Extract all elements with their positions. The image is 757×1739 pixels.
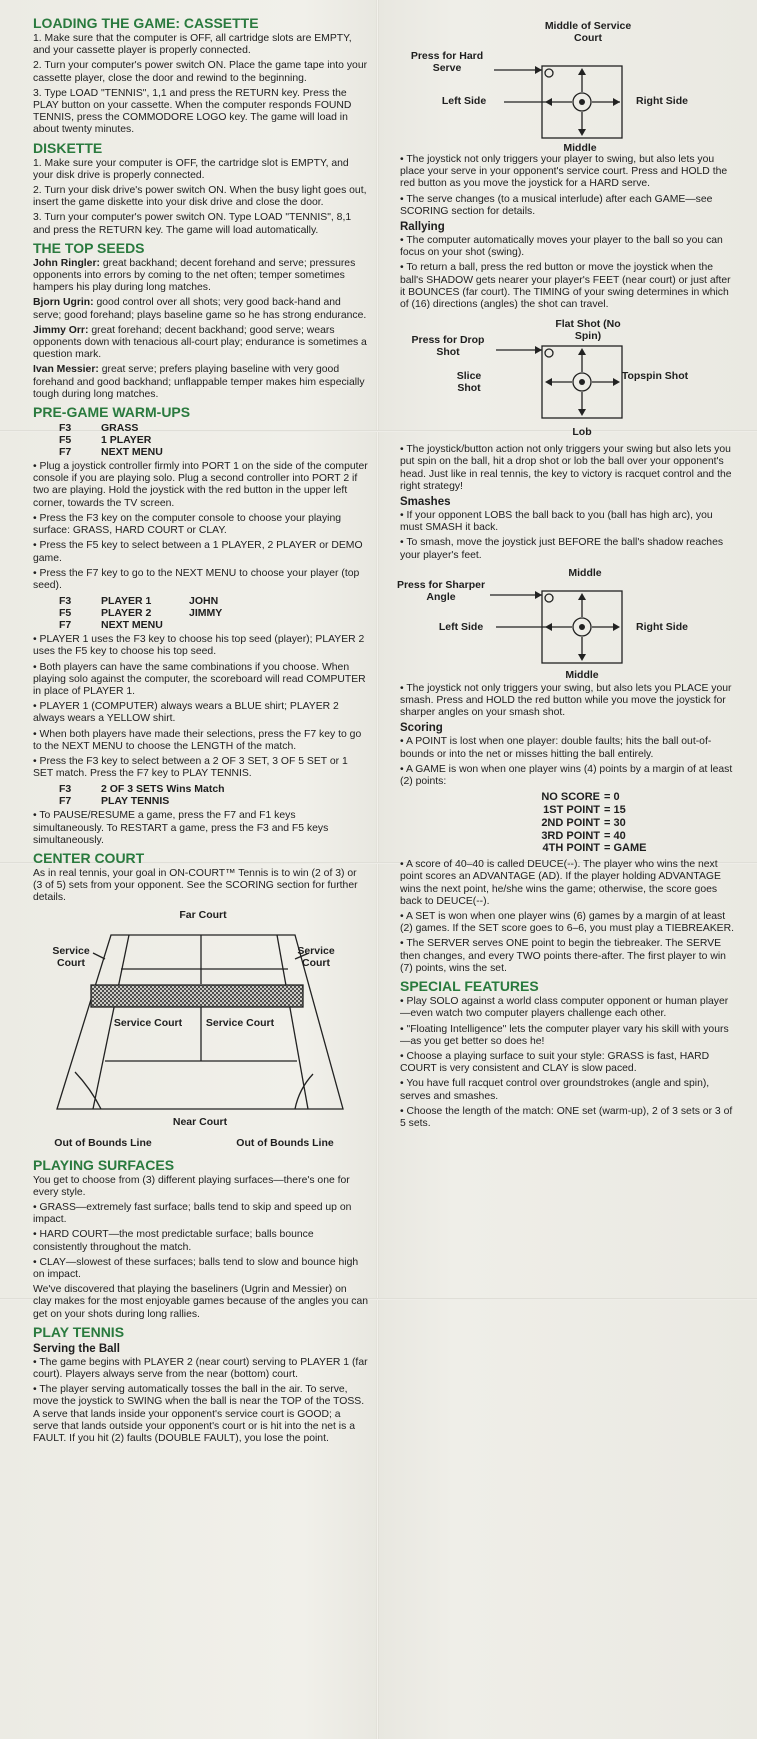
menu-3 [59,783,368,807]
surfaces-note: We've discovered that playing the baseliners (Ugrin and Messier) on clay makes for the most enjoyable games because of the angles you can get on your shots during long rallies. [33,1284,369,1320]
spin-left-label: Slice Shot [456,370,482,395]
score-name: 3RD POINT [541,829,600,842]
warmup-bullet: • PLAYER 1 uses the F3 key to choose his top seed (player); PLAYER 2 uses the F5 key to choose his top seed. [33,634,365,658]
right-column [396,12,738,1133]
spin-joystick-diagram [400,314,738,444]
score-row: 1ST POINT = 15 [504,804,738,817]
serve-bullet: • The joystick not only triggers your player to swing, but also lets you place your serve in your opponent's service court. Press and HOLD the red button as you move the joystick for a HARD serve. [400,154,728,190]
serve-left-label: Left Side [441,95,487,107]
warmup-bullet: • Press the F3 key on the computer console to choose your playing surface: GRASS, HARD COURT or CLAY. [33,512,342,537]
surface-clay: • CLAY—slowest of these surfaces; balls tend to slow and bounce high on impact. [33,1256,359,1280]
smash-bottom-label: Middle [565,668,599,681]
feature-bullet: • You have full racquet control over groundstrokes (angle and spin), serves and smashes. [400,1078,710,1102]
serve-joystick-diagram [400,12,738,154]
surfaces-heading: PLAYING SURFACES [33,1156,175,1173]
seed-bjorn [33,297,368,321]
warmup-bullet: • When both players have made their selections, press the F7 key to go to the NEXT MENU to choose the LENGTH of the match. [33,728,362,752]
score-value: 15 [613,804,626,817]
key-player: JIMMY [189,607,223,620]
rally-bullet: • To return a ball, press the red button or move the joystick when the ball's SHADOW gets nearer your player's FEET (near court) or just after it BOUNCES (far court). The TIMING of your swing determines in which of (16) directions (angles) the shot can travel. [400,262,731,311]
menu-2 [59,595,368,631]
warmup-bullet: • Press the F7 key to go to the NEXT MENU to choose your player (top seed). [33,567,360,591]
spin-top-label: Flat Shot (No Spin) [555,318,621,343]
menu-row [59,446,368,458]
score-name: NO SCORE [541,791,600,804]
key-player: JOHN [189,595,219,608]
key-label: F3 [59,783,72,796]
cassette-heading: LOADING THE GAME: CASSETTE [33,15,259,31]
key-label: F3 [59,595,72,608]
key-label: F7 [59,619,72,632]
oob-arrow-right [295,1074,313,1109]
service-court-label-bottom-right: Service Court [205,1016,275,1029]
scoring-bullet: • A POINT is lost when one player: double faults; hits the ball out-of-bounds or into the net or misses hitting the ball entirely. [400,736,712,760]
seed-name: Jimmy Orr: [33,324,89,336]
net [91,985,303,1007]
key-label: F3 [59,422,72,435]
score-name: 2ND POINT [541,816,600,829]
warmup-bullet: • PLAYER 1 (COMPUTER) always wears a BLUE shirt; PLAYER 2 always wears a YELLOW shirt. [33,701,339,725]
service-court-label-right: Service Court [297,944,335,969]
warmup-heading: PRE-GAME WARM-UPS [33,404,191,421]
seed-desc: good control over all shots; very good back-hand and serve; good forehand; plays baseline game so he has strong endurance. [33,297,367,321]
menu-row [59,434,368,446]
court-diagram [33,909,368,1154]
menu-row [59,795,368,807]
scoring-bullet: • A SET is won when one player wins (6) games by a margin of at least (2) games. If the SET score goes to 6–6, you must play a TIEBREAKER. [400,911,735,935]
smashes-subheading: Smashes [400,496,451,509]
menu-row [59,607,368,619]
cassette-step-1: 1. Make sure that the computer is OFF, all cartridge slots are EMPTY, and your cassette player is properly connected. [33,33,352,57]
cassette-step-3: 3. Type LOAD "TENNIS", 1,1 and press the RETURN key. Press the PLAY button on your cassette. When the computer responds FOUND TENNIS, press the COMMODORE LOGO key. The game will load in about twenty minutes. [33,87,352,136]
feature-bullet: • Play SOLO against a world class computer opponent or human player—even watch two computer players challenge each other. [400,996,729,1020]
scoring-subheading: Scoring [400,722,443,735]
surfaces-intro: You get to choose from (3) different playing surfaces—there's one for every style. [33,1174,350,1198]
seed-ivan [33,364,368,401]
smash-bullet: • To smash, move the joystick just BEFORE the ball's shadow reaches your player's feet. [400,537,724,561]
seed-name: Bjorn Ugrin: [33,297,94,309]
joystick-center [579,624,585,630]
warmup-bullet: • Press the F3 key to select between a 2 OF 3 SET, 3 OF 5 SET or 1 SET match. Press the F7 key to PLAY TENNIS. [33,755,348,780]
special-features-heading: SPECIAL FEATURES [400,978,539,995]
key-value: GRASS [101,422,139,435]
play-tennis-heading: PLAY TENNIS [33,1323,125,1340]
smash-top-label: Middle [568,566,602,579]
score-name: 4TH POINT [542,842,600,855]
smash-bullet: • The joystick not only triggers your swing, but also lets you PLACE your smash. Press and HOLD the red button while you move the joystick for sharper angles on your smash shot. [400,682,732,719]
key-value: PLAYER 1 [101,595,152,608]
rallying-subheading: Rallying [400,221,445,234]
seed-jimmy [33,325,368,362]
key-value: PLAY TENNIS [101,795,170,808]
key-value: PLAYER 2 [101,607,152,620]
surface-hard: • HARD COURT—the most predictable surface; balls bounce consistently throughout the match. [33,1229,314,1253]
key-label: F7 [59,795,72,808]
serve-top-label: Middle of Service Court [544,20,632,44]
smash-left-label: Left Side [438,620,484,633]
center-court-text: As in real tennis, your goal in ON-COURT™ Tennis is to win (2 of 3) or (3 of 5) sets from your opponent. See the SCORING section for further details. [33,867,358,904]
score-value: 40 [613,829,626,842]
key-value: 1 PLAYER [101,434,152,447]
score-row: NO SCORE = 0 [504,791,738,804]
scoring-bullet: • The SERVER serves ONE point to begin the tiebreaker. The SERVE then changes, and every TWO points there-after. The first player to win (7) points, wins the set. [400,938,726,974]
far-court-label: Far Court [179,908,227,921]
score-value: 30 [613,816,626,829]
diskette-step-3: 3. Turn your computer's power switch ON. Type LOAD "TENNIS", 8,1 and press the RETURN key. The game will load automatically. [33,212,352,236]
left-column [33,12,368,1448]
key-value: 2 OF 3 SETS Wins Match [101,783,225,796]
feature-bullet: • Choose the length of the match: ONE set (warm-up), 2 of 3 sets or 3 of 5 sets. [400,1105,733,1129]
page-fold-vertical [376,0,379,1739]
seed-desc: great serve; prefers playing baseline with very good forehand and good backhand; unflappable temper makes him especially tough during long matches. [33,364,365,400]
cassette-step-2: 2. Turn your computer's power switch ON. Place the game tape into your cassette player, close the door and rewind to the beginning. [33,60,368,84]
feature-bullet: • Choose a playing surface to suit your style: GRASS is fast, HARD COURT is very consistent and CLAY is slow paced. [400,1050,710,1075]
joystick-svg [400,12,738,154]
service-court-label-left: Service Court [52,944,90,969]
serving-subheading: Serving the Ball [33,1342,120,1355]
smash-bullet: • If your opponent LOBS the ball back to you (ball has high arc), you must SMASH it back. [400,510,713,534]
scoring-bullet: • A score of 40–40 is called DEUCE(--). The player who wins the next point scores an ADVANTAGE (AD). If the player holding ADVANTAGE wins the next point, he/she wins the game; otherwise, the score goes back to DEUCE(--). [400,859,721,907]
joystick-svg [400,565,738,683]
serve-right-label: Right Side [636,95,688,107]
spin-bullet: • The joystick/button action not only triggers your swing but also lets you put spin on the ball, hit a drop shot or lob the ball over your opponent's head. Just like in real tennis, the key to victory is racquet control and the right strategy! [400,444,732,492]
smash-press-label: Press for Sharper Angle [396,578,486,603]
score-value: GAME [613,842,647,855]
score-row: 2ND POINT = 30 [504,817,738,830]
serving-bullet: • The game begins with PLAYER 2 (near court) serving to PLAYER 1 (far court). Players always serve from the near (bottom) court. [33,1356,368,1380]
warmup-bullet: • Plug a joystick controller firmly into PORT 1 on the side of the computer console if you are playing solo. Plug a second controller into PORT 2 if two are playing. Hold the joystick with the red button in the upper left corner, towards the TV screen. [33,461,368,509]
service-court-label-bottom-left: Service Court [113,1016,183,1029]
key-value: NEXT MENU [101,619,163,632]
joystick-svg [400,314,738,444]
feature-bullet: • "Floating Intelligence" lets the computer player vary his skill with yours—as you get better so does he! [400,1023,729,1047]
diskette-step-1: 1. Make sure your computer is OFF, the cartridge slot is EMPTY, and your disk drive is properly connected. [33,157,349,181]
joystick-center [579,99,585,105]
seed-name: John Ringler: [33,257,100,269]
warmup-bullet: • Press the F5 key to select between a 1 PLAYER, 2 PLAYER or DEMO game. [33,540,363,564]
seed-desc: great forehand; decent backhand; good serve; wears opponents down with tenacious all-court play; endurance is sometimes a question mark. [33,324,367,361]
warmup-bullet: • Both players can have the same combinations if you choose. When playing solo against the computer, the scoreboard will read COMPUTER in place of PLAYER 1. [33,661,366,697]
serve-bottom-label: Middle [563,142,597,154]
serve-bullet: • The serve changes (to a musical interlude) after each GAME—see SCORING section for details. [400,193,713,217]
menu-row [59,422,368,434]
serve-press-label: Press for Hard Serve [410,50,484,74]
scoring-bullet: • A GAME is won when one player wins (4) points by a margin of at least (2) points: [400,763,733,788]
score-row: 4TH POINT = GAME [504,842,738,855]
score-row: 3RD POINT = 40 [504,830,738,843]
menu-row [59,619,368,631]
button-circle [545,69,553,77]
key-label: F7 [59,446,72,459]
warmup-bullet: • To PAUSE/RESUME a game, press the F7 and F1 keys simultaneously. To RESTART a game, press the F3 and F5 keys simultaneously. [33,810,329,846]
spin-bottom-label: Lob [572,426,592,439]
seed-name: Ivan Messier: [33,364,99,376]
near-court-label: Near Court [172,1115,228,1128]
rally-bullet: • The computer automatically moves your player to the ball so you can focus on your shot (swing). [400,235,723,259]
menu-row [59,783,368,795]
button-circle [545,349,553,357]
serving-bullet: • The player serving automatically tosses the ball in the air. To serve, move the joystick to SWING when the ball is near the TOP of the TOSS. A serve that lands inside your opponent's service court is GOOD; a serve that lands outside your opponent's court or is hit into the net is a FAULT. If you hit (2) faults (DOUBLE FAULT), you lose the point. [33,1384,365,1445]
score-table [504,791,738,855]
key-label: F5 [59,434,72,447]
spin-right-label: Topspin Shot [621,370,689,383]
button-circle [545,594,553,602]
score-value: 0 [613,791,620,804]
center-court-heading: CENTER COURT [33,849,145,866]
menu-1 [59,422,368,458]
smash-right-label: Right Side [636,620,688,633]
oob-label-left: Out of Bounds Line [54,1136,152,1149]
seed-desc: great backhand; decent forehand and serve; pressures opponents into errors by coming to the net often; temper sometimes hampers his play during long matches. [33,257,356,294]
oob-label-right: Out of Bounds Line [236,1136,334,1149]
key-value: NEXT MENU [101,446,163,459]
key-label: F5 [59,607,72,620]
top-seeds-heading: THE TOP SEEDS [33,239,145,256]
diskette-step-2: 2. Turn your disk drive's power switch ON. When the busy light goes out, insert the game diskette into your disk drive and close the door. [33,185,367,209]
surface-grass: • GRASS—extremely fast surface; balls tend to skip and speed up on impact. [33,1201,352,1226]
joystick-center [579,379,585,385]
menu-row [59,595,368,607]
smash-joystick-diagram [396,565,738,683]
diskette-heading: DISKETTE [33,139,103,156]
seed-john [33,258,368,295]
spin-press-label: Press for Drop Shot [411,334,485,359]
score-name: 1ST POINT [543,804,600,817]
